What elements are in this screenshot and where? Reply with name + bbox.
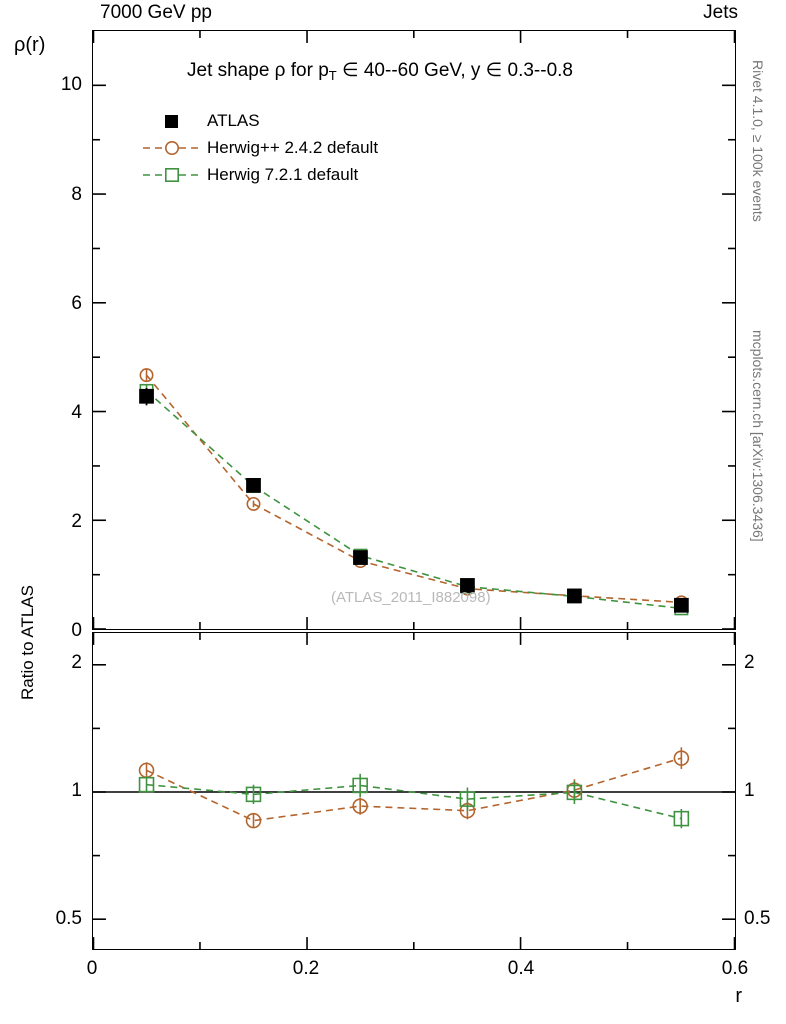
ratio-line-herwig7 [147, 785, 682, 819]
ratio-plot-svg [93, 633, 735, 949]
x-tick-0p4: 0.4 [507, 958, 535, 979]
ratio-plot-area [92, 632, 736, 950]
y-tick-8: 8 [71, 184, 82, 205]
title-pre: Jet shape [187, 60, 275, 81]
ratio-points-herwigpp [140, 747, 689, 827]
analysis-watermark: (ATLAS_2011_I882098) [331, 589, 491, 606]
rivet-version-caption: Rivet 4.1.0, ≥ 100k events [750, 60, 766, 222]
y-tick-4: 4 [71, 402, 82, 423]
ratio-line-herwigpp [147, 758, 682, 821]
ratio-points-herwig7 [140, 774, 689, 828]
legend-label-herwig7: Herwig 7.2.1 default [207, 164, 359, 184]
legend-symbol-filled-square-icon [141, 111, 203, 131]
plot-title [187, 59, 573, 83]
legend-label-herwigpp: Herwig++ 2.4.2 default [207, 137, 379, 157]
ratio-y-tick-1: 1 [71, 780, 82, 801]
series-points-herwigpp [140, 369, 687, 609]
legend-item-atlas [141, 107, 378, 134]
title-post: ∈ 40--60 GeV, y ∈ 0.3--0.8 [336, 60, 573, 81]
ratio-y-tick-0p5: 0.5 [55, 908, 82, 929]
legend-symbol-open-circle-icon [141, 138, 203, 158]
title-mid: for p [285, 60, 329, 81]
x-tick-0: 0 [86, 958, 98, 979]
title-rho: ρ [274, 60, 286, 81]
ratio-y-tick-2-right: 2 [744, 652, 755, 673]
title-sub: T [328, 68, 337, 83]
y-tick-2: 2 [71, 511, 82, 532]
series-points-herwig7 [140, 384, 687, 614]
mcplots-caption: mcplots.cern.ch [arXiv:1306.3436] [750, 330, 766, 542]
ratio-y-tick-2: 2 [71, 652, 82, 673]
header-beam-info: 7000 GeV pp [100, 2, 212, 23]
x-tick-0p6: 0.6 [721, 958, 749, 979]
series-points-atlas [140, 388, 688, 612]
legend-item-herwigpp [141, 134, 378, 161]
y-tick-10: 10 [60, 74, 82, 95]
legend-item-herwig7 [141, 161, 378, 188]
ratio-y-tick-1-right: 1 [744, 780, 755, 801]
x-axis-label: r [735, 985, 742, 1007]
x-tick-0p2: 0.2 [292, 958, 320, 979]
ratio-y-tick-0p5-right: 0.5 [744, 908, 771, 929]
legend-symbol-open-square-icon [141, 165, 203, 185]
main-plot-area [92, 30, 736, 630]
legend-label-atlas: ATLAS [207, 110, 260, 130]
y-axis-label [14, 34, 45, 57]
legend [141, 107, 378, 188]
series-line-herwig7 [147, 391, 682, 608]
y-tick-6: 6 [71, 293, 82, 314]
y-tick-0: 0 [71, 620, 82, 641]
header-analysis-type: Jets [703, 2, 738, 23]
series-line-herwigpp [147, 375, 682, 602]
ratio-axis-ticks [93, 633, 735, 949]
y-axis-label-text: ρ(r) [14, 34, 46, 56]
ratio-y-axis-label: Ratio to ATLAS [18, 585, 37, 700]
